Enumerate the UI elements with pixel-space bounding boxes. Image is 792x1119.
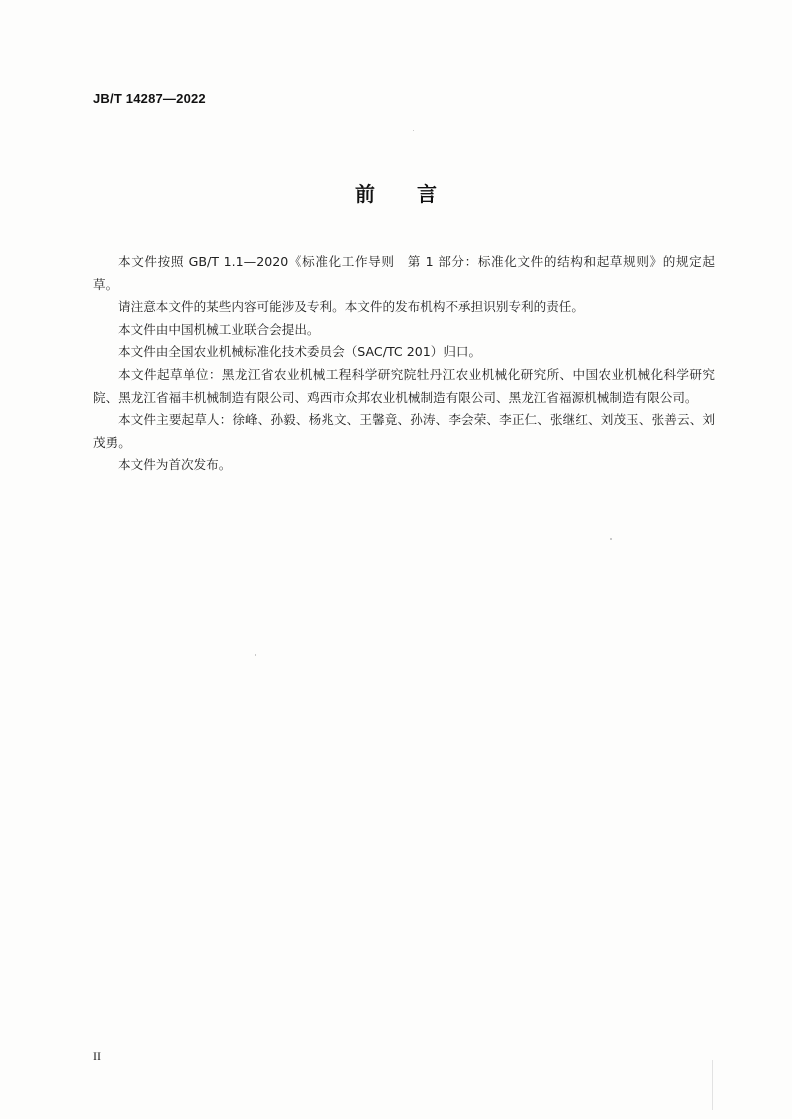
paragraph-drafting-rules: 本文件按照 GB/T 1.1—2020《标准化工作导则 第 1 部分：标准化文件的结构和起草规则》的规定起草。 (93, 254, 715, 292)
page-title (0, 178, 792, 207)
scan-speck (255, 654, 256, 656)
title-char-2: 言 (417, 182, 437, 206)
paragraph-drafters: 本文件主要起草人：徐峰、孙毅、杨兆文、王馨竟、孙涛、李会荣、李正仁、张继红、刘茂玉、张善云、刘茂勇。 (93, 412, 715, 450)
paragraph-patent-notice: 请注意本文件的某些内容可能涉及专利。本文件的发布机构不承担识别专利的责任。 (118, 299, 584, 315)
scan-speck (610, 538, 612, 540)
title-char-1: 前 (355, 182, 375, 206)
foreword-body (93, 251, 715, 477)
paragraph-technical-committee: 本文件由全国农业机械标准化技术委员会（SAC/TC 201）归口。 (118, 344, 482, 360)
scan-speck (413, 130, 414, 131)
paragraph-first-release: 本文件为首次发布。 (118, 457, 232, 473)
page-number: II (93, 1049, 101, 1063)
standard-number: JB/T 14287—2022 (93, 91, 206, 106)
paragraph-drafting-organizations: 本文件起草单位：黑龙江省农业机械工程科学研究院牡丹江农业机械化研究所、中国农业机械化科学研究院、黑龙江省福丰机械制造有限公司、鸡西市众邦农业机械制造有限公司、黑龙江省福源机械制造有限公司。 (93, 366, 715, 405)
scan-edge-line (712, 1060, 713, 1110)
paragraph-proposer: 本文件由中国机械工业联合会提出。 (118, 321, 320, 337)
